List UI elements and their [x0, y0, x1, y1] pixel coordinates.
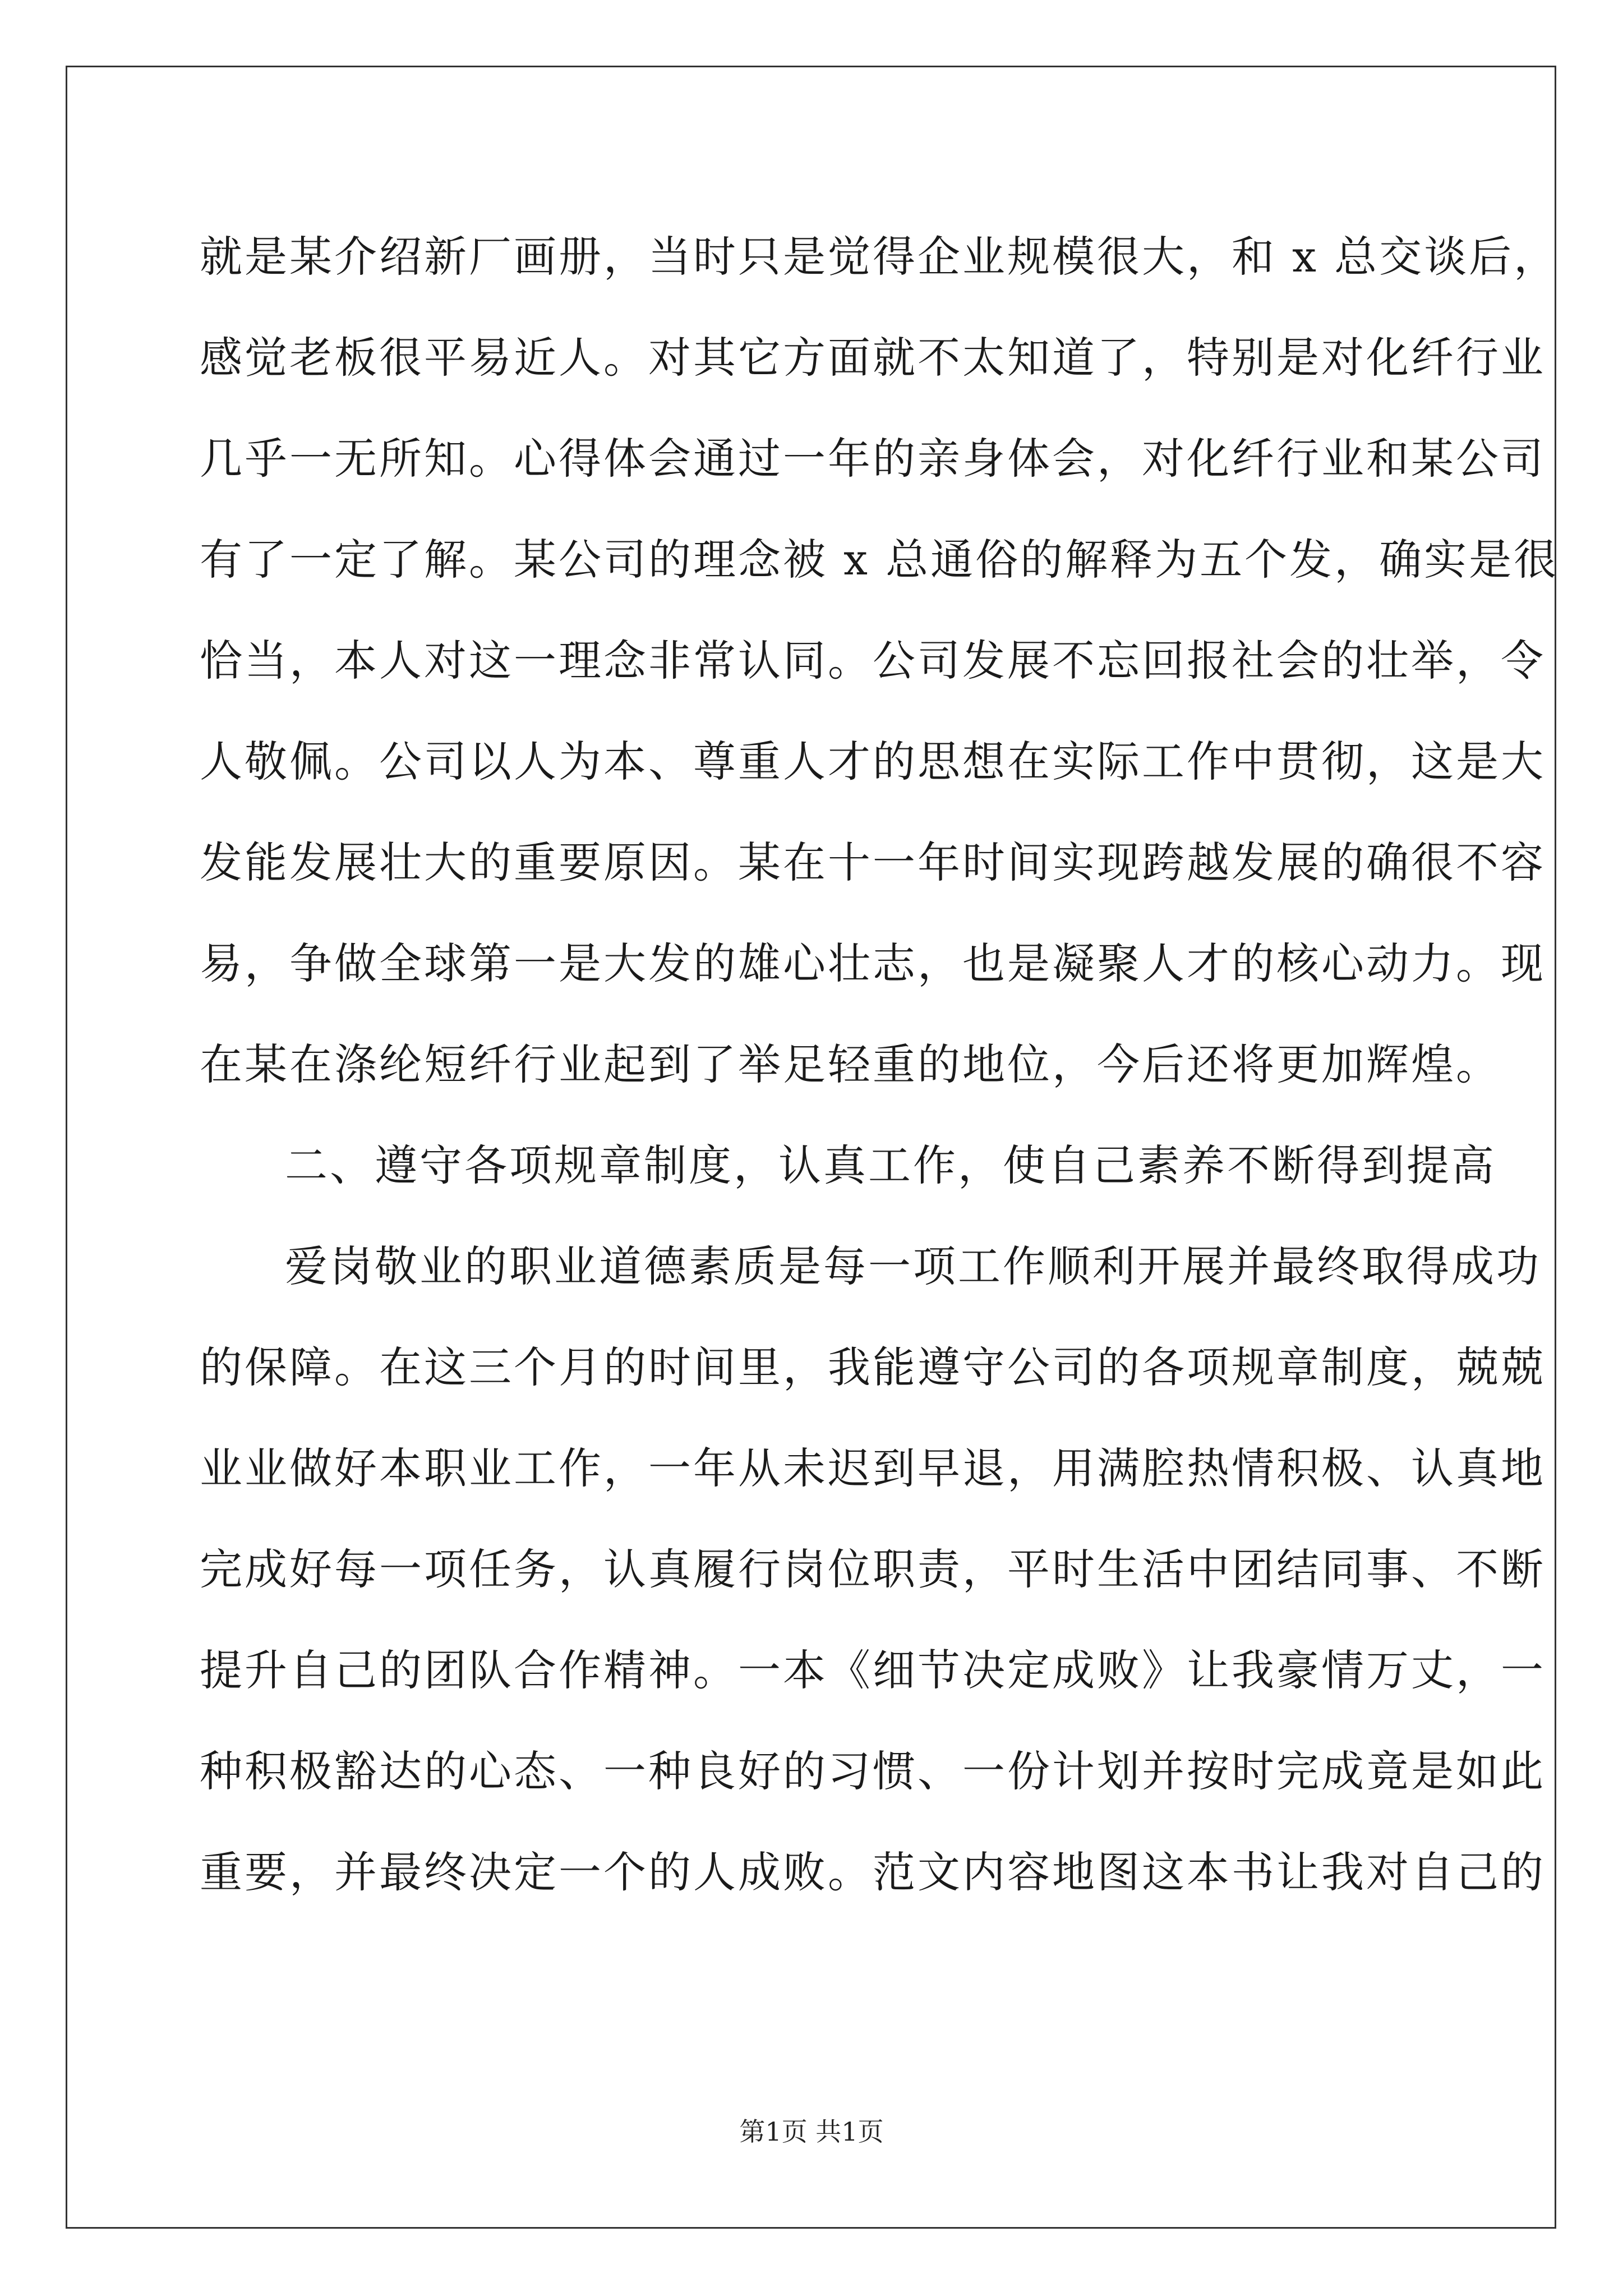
text-line: 业业做好本职业工作，一年从未迟到早退，用满腔热情积极、认真地: [200, 1443, 1546, 1493]
text-line: 人敬佩。公司以人为本、尊重人才的思想在实际工作中贯彻，这是大: [200, 737, 1546, 786]
text-line: 就是某介绍新厂画册，当时只是觉得企业规模很大，和 x 总交谈后，: [200, 232, 1559, 282]
text-line: 发能发展壮大的重要原因。某在十一年时间实现跨越发展的确很不容: [200, 838, 1546, 887]
text-line: 恰当，本人对这一理念非常认同。公司发展不忘回报社会的壮举，令: [200, 636, 1546, 685]
page-footer: 第1页 共1页: [739, 2116, 884, 2147]
document-body: [200, 206, 1559, 1923]
text-line: 种积极豁达的心态、一种良好的习惯、一份计划并按时完成竟是如此: [200, 1746, 1546, 1796]
text-line: 在某在涤纶短纤行业起到了举足轻重的地位，今后还将更加辉煌。: [200, 1039, 1501, 1089]
text-line: 易，争做全球第一是大发的雄心壮志，也是凝聚人才的核心动力。现: [200, 938, 1546, 988]
text-line: 有了一定了解。某公司的理念被 x 总通俗的解释为五个发，确实是很: [200, 535, 1559, 585]
text-line: 几乎一无所知。心得体会通过一年的亲身体会，对化纤行业和某公司: [200, 434, 1546, 484]
text-line: 重要，并最终决定一个的人成败。范文内容地图这本书让我对自己的: [200, 1847, 1546, 1897]
text-line: 爱岗敬业的职业道德素质是每一项工作顺利开展并最终取得成功: [285, 1241, 1541, 1291]
text-line: 的保障。在这三个月的时间里，我能遵守公司的各项规章制度，兢兢: [200, 1342, 1546, 1392]
text-line: 感觉老板很平易近人。对其它方面就不太知道了，特别是对化纤行业: [200, 333, 1546, 383]
text-line: 提升自己的团队合作精神。一本《细节决定成败》让我豪情万丈，一: [200, 1645, 1546, 1695]
section-heading: 二、遵守各项规章制度，认真工作，使自己素养不断得到提高: [285, 1140, 1496, 1190]
text-line: 完成好每一项任务，认真履行岗位职责，平时生活中团结同事、不断: [200, 1544, 1546, 1594]
